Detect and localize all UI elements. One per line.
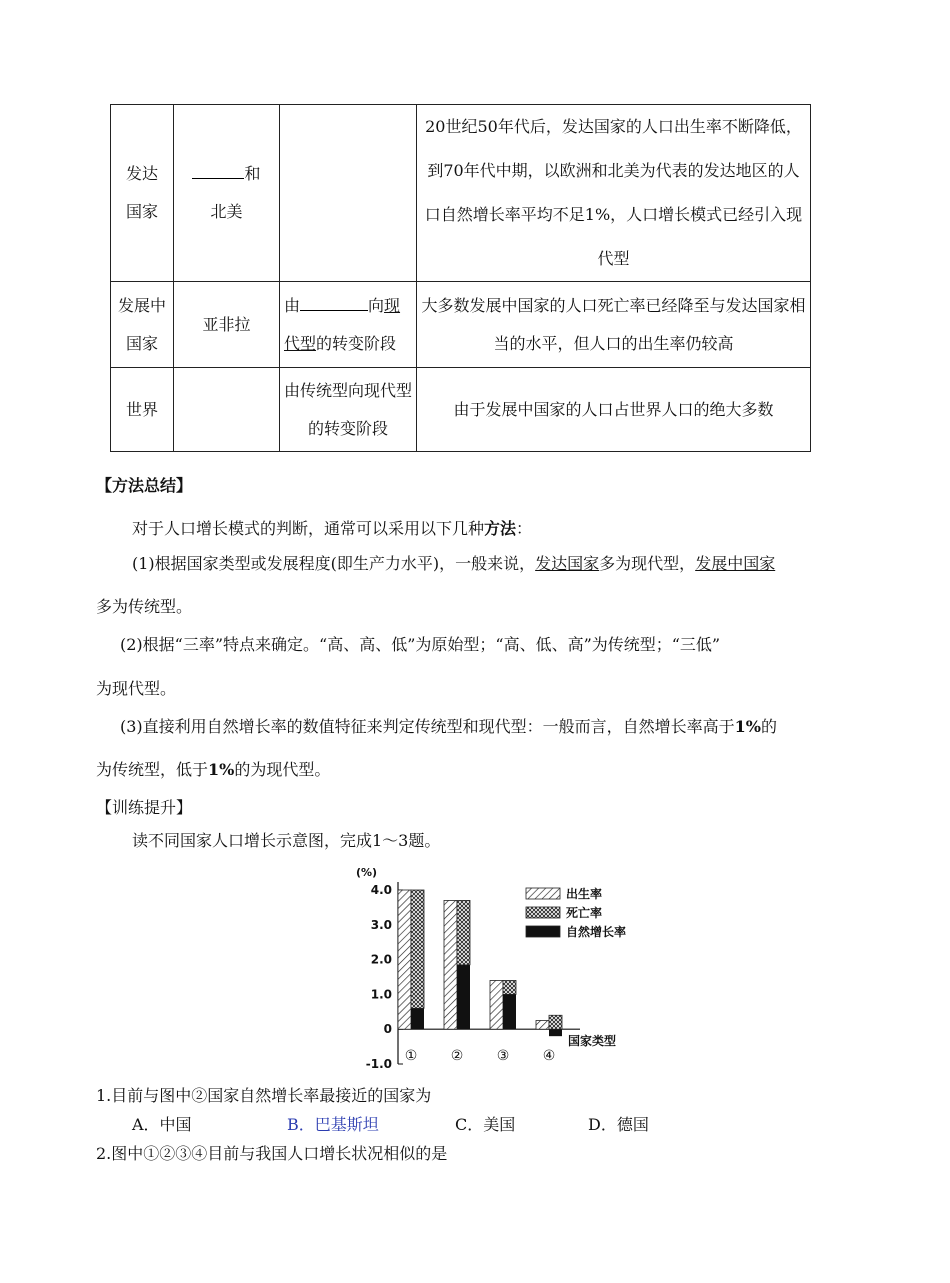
y-tick-label: 1.0: [370, 987, 392, 1002]
method-p3-text: 为传统型，低于: [96, 760, 209, 779]
training-intro: 读不同国家人口增长示意图，完成1～3题。: [132, 831, 441, 850]
table-cell-stage: [280, 105, 417, 282]
option-a[interactable]: A．中国: [132, 1115, 192, 1134]
legend-label: 死亡率: [566, 906, 603, 920]
question-1: 1.目前与图中②国家自然增长率最接近的国家为: [96, 1086, 432, 1105]
method-point-3-cont: [96, 757, 330, 780]
method-point-1-cont: 多为传统型。: [96, 597, 193, 616]
legend-swatch: [526, 888, 560, 899]
category-label: ②: [450, 1048, 464, 1064]
method-p3-bold: 1%: [734, 717, 762, 736]
table-cell-region: [174, 105, 280, 282]
method-p1-underlined: 发达国家: [535, 554, 600, 573]
training-heading: 【训练提升】: [96, 798, 193, 817]
stage-text: 由传统型向现代型的转变阶段: [284, 380, 413, 438]
desc-text: 20世纪50年代后，发达国家的人口出生率不断降低，到70年代中期，以欧洲和北美为代表的发达地区的人口自然增长率平均不足1%，人口增长模式已经引入现代型: [424, 117, 803, 268]
method-point-2: (2)根据“三率”特点来确定。“高、高、低”为原始型；“高、低、高”为传统型；“三低”: [120, 635, 721, 654]
method-intro-bold: 方法: [484, 519, 517, 538]
desc-text: 由于发展中国家的人口占世界人口的绝大多数: [453, 399, 774, 419]
legend-label: 出生率: [566, 887, 603, 901]
category-label: ④: [542, 1048, 556, 1064]
stage-suffix: 的转变阶段: [316, 333, 397, 353]
method-p3-text: 的: [761, 717, 778, 736]
option-d[interactable]: D．德国: [588, 1115, 649, 1134]
fill-blank: [300, 294, 368, 311]
country-type: 发展中国家: [117, 295, 166, 353]
table-cell-stage: [280, 282, 417, 368]
category-label: ③: [496, 1048, 510, 1064]
table-row: [111, 105, 811, 282]
stage-underlined: 现: [384, 295, 401, 315]
table-cell-desc: [417, 368, 811, 452]
death-rate-bar: [549, 1015, 562, 1029]
table-cell-type: [111, 282, 174, 368]
death-rate-bar: [411, 890, 424, 1008]
method-heading: 【方法总结】: [96, 476, 193, 495]
method-point-1: [132, 551, 775, 574]
fill-blank: [192, 162, 244, 179]
region-text: 亚非拉: [202, 314, 251, 334]
method-intro-colon: ：: [516, 519, 533, 538]
question-2: 2.图中①②③④目前与我国人口增长状况相似的是: [96, 1144, 448, 1163]
natural-growth-bar: [411, 1008, 424, 1029]
y-tick-label: 2.0: [370, 952, 392, 967]
table-cell-type: [111, 105, 174, 282]
natural-growth-bar: [457, 965, 470, 1029]
option-b[interactable]: B．巴基斯坦: [287, 1115, 379, 1134]
method-intro-text: 对于人口增长模式的判断，通常可以采用以下几种: [132, 519, 485, 538]
population-model-table: [110, 104, 811, 452]
method-p1-text: (1)根据国家类型或发展程度(即生产力水平)，一般来说，: [132, 554, 536, 573]
region-suffix: 和: [244, 164, 261, 183]
birth-rate-bar: [398, 890, 411, 1029]
category-label: ①: [404, 1048, 418, 1064]
population-growth-chart: [340, 860, 660, 1080]
region-second: 北美: [210, 202, 243, 221]
legend-swatch: [526, 926, 560, 937]
table-row: [111, 282, 811, 368]
country-type: 世界: [125, 399, 158, 419]
table-cell-stage: [280, 368, 417, 452]
country-type: 发达国家: [125, 164, 158, 221]
y-tick-label: 4.0: [370, 883, 392, 897]
table-cell-desc: [417, 105, 811, 282]
stage-underlined: 代型: [284, 333, 317, 353]
death-rate-bar: [503, 980, 516, 994]
stage-mid: 向: [368, 295, 385, 315]
stage-prefix: 由: [284, 295, 301, 315]
table-cell-region: [174, 368, 280, 452]
natural-growth-bar: [503, 994, 516, 1029]
method-point-2-cont: 为现代型。: [96, 679, 177, 698]
method-p1-underlined: 发展中国家: [695, 554, 776, 573]
birth-rate-bar: [490, 980, 503, 1029]
table-cell-type: [111, 368, 174, 452]
birth-rate-bar: [444, 900, 457, 1029]
death-rate-bar: [457, 900, 470, 964]
y-tick-label: -1.0: [365, 1057, 392, 1071]
x-axis-label: 国家类型: [568, 1034, 617, 1049]
y-tick-label: 3.0: [370, 917, 392, 932]
legend-label: 自然增长率: [566, 925, 627, 939]
desc-text: 大多数发展中国家的人口死亡率已经降至与发达国家相当的水平，但人口的出生率仍较高: [421, 295, 806, 353]
y-tick-label: 0: [383, 1022, 392, 1037]
birth-rate-bar: [536, 1021, 549, 1030]
y-axis-unit-label: (%): [356, 866, 378, 879]
option-c[interactable]: C．美国: [455, 1115, 516, 1134]
method-p3-text: 的为现代型。: [234, 760, 331, 779]
table-row: [111, 368, 811, 452]
method-p1-text: 多为现代型，: [599, 554, 696, 573]
legend-swatch: [526, 907, 560, 918]
table-cell-region: [174, 282, 280, 368]
method-intro: [132, 516, 532, 539]
table-cell-desc: [417, 282, 811, 368]
method-p3-text: (3)直接利用自然增长率的数值特征来判定传统型和现代型：一般而言，自然增长率高于: [120, 717, 735, 736]
natural-growth-bar: [549, 1029, 562, 1036]
method-p3-bold: 1%: [208, 760, 235, 779]
method-point-3: [120, 714, 777, 737]
